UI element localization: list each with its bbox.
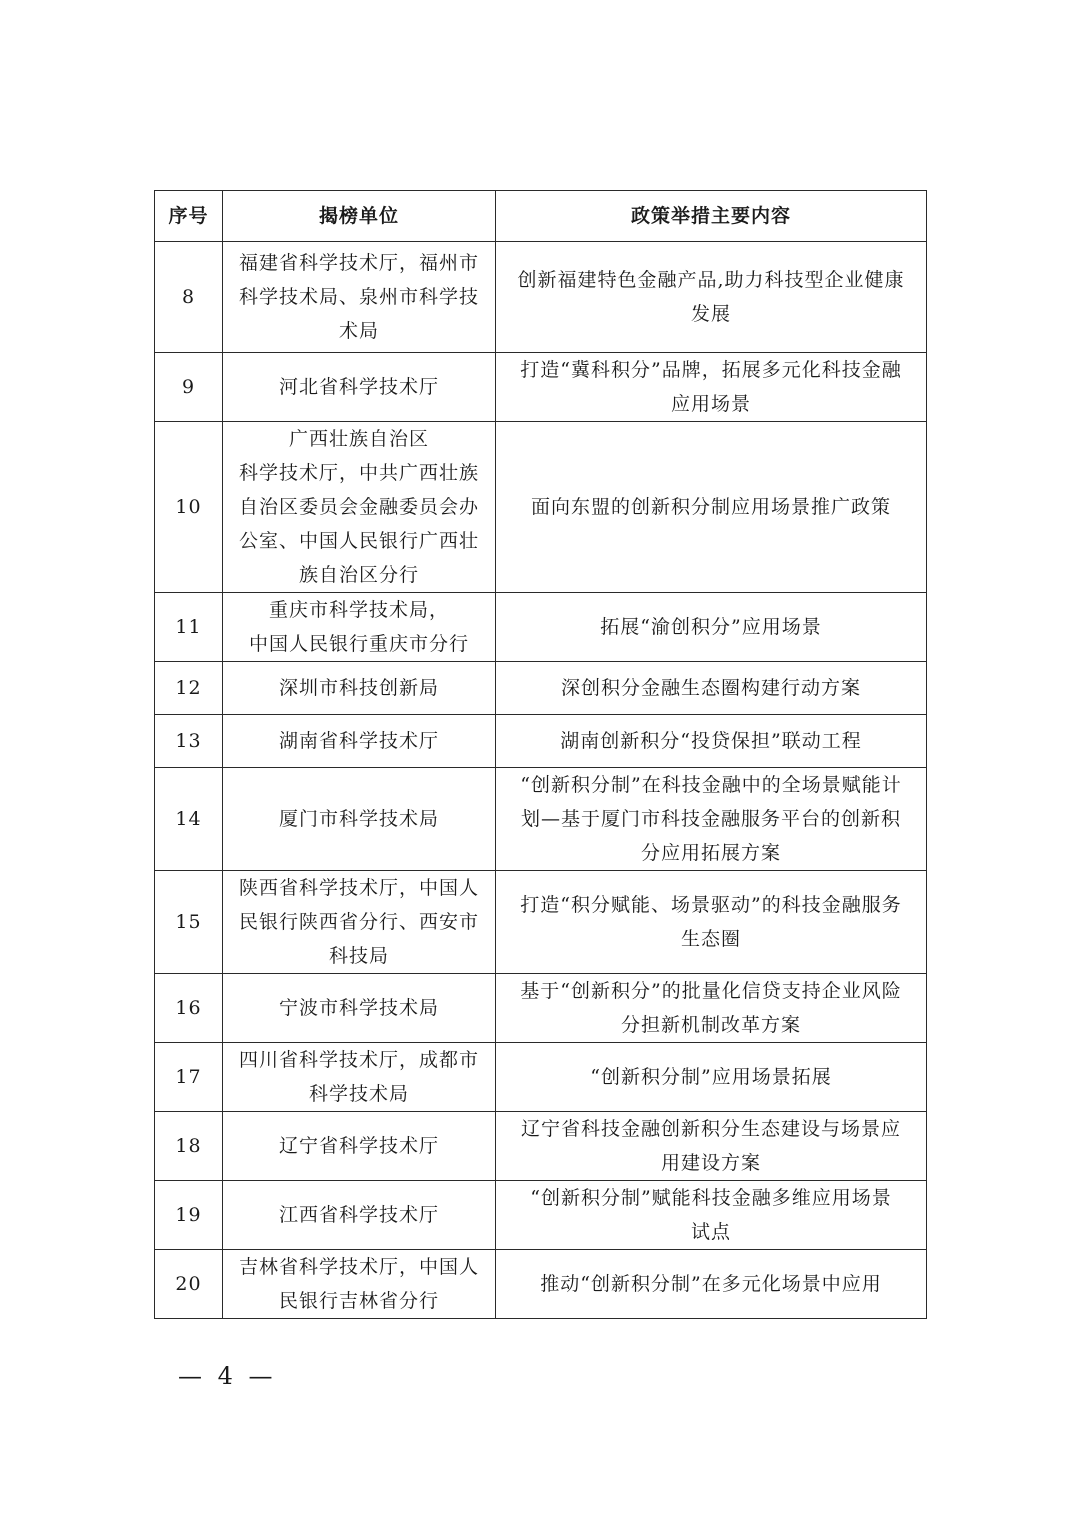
row-unit: 陕西省科学技术厅，中国人 民银行陕西省分行、西安市 科技局 <box>223 871 496 974</box>
row-number: 19 <box>155 1181 223 1250</box>
header-unit: 揭榜单位 <box>223 191 496 242</box>
row-content: 湖南创新积分“投贷保担”联动工程 <box>496 715 927 768</box>
table-row <box>155 1112 927 1181</box>
row-unit: 四川省科学技术厅，成都市 科学技术局 <box>223 1043 496 1112</box>
row-unit: 吉林省科学技术厅，中国人 民银行吉林省分行 <box>223 1250 496 1319</box>
row-content: 打造“冀科积分”品牌，拓展多元化科技金融 应用场景 <box>496 353 927 422</box>
row-number: 8 <box>155 242 223 353</box>
table-header-row <box>155 191 927 242</box>
row-content: “创新积分制”在科技金融中的全场景赋能计 划—基于厦门市科技金融服务平台的创新积 分应用拓展方案 <box>496 768 927 871</box>
row-unit: 福建省科学技术厅，福州市 科学技术局、泉州市科学技 术局 <box>223 242 496 353</box>
table-row <box>155 593 927 662</box>
row-unit: 宁波市科学技术局 <box>223 974 496 1043</box>
table-row <box>155 768 927 871</box>
table-row <box>155 242 927 353</box>
row-unit: 湖南省科学技术厅 <box>223 715 496 768</box>
header-serial-number: 序号 <box>155 191 223 242</box>
table-row <box>155 422 927 593</box>
row-unit: 江西省科学技术厅 <box>223 1181 496 1250</box>
table-row <box>155 974 927 1043</box>
row-unit: 重庆市科学技术局， 中国人民银行重庆市分行 <box>223 593 496 662</box>
row-content: “创新积分制”应用场景拓展 <box>496 1043 927 1112</box>
table-row <box>155 1181 927 1250</box>
row-number: 10 <box>155 422 223 593</box>
row-number: 9 <box>155 353 223 422</box>
row-number: 16 <box>155 974 223 1043</box>
row-unit: 厦门市科学技术局 <box>223 768 496 871</box>
row-content: 基于“创新积分”的批量化信贷支持企业风险 分担新机制改革方案 <box>496 974 927 1043</box>
row-content: 面向东盟的创新积分制应用场景推广政策 <box>496 422 927 593</box>
row-number: 11 <box>155 593 223 662</box>
row-content: 深创积分金融生态圈构建行动方案 <box>496 662 927 715</box>
row-number: 17 <box>155 1043 223 1112</box>
header-policy-content: 政策举措主要内容 <box>496 191 927 242</box>
row-content: 创新福建特色金融产品,助力科技型企业健康 发展 <box>496 242 927 353</box>
row-content: 推动“创新积分制”在多元化场景中应用 <box>496 1250 927 1319</box>
row-unit: 深圳市科技创新局 <box>223 662 496 715</box>
row-number: 13 <box>155 715 223 768</box>
table-row <box>155 871 927 974</box>
table-row <box>155 353 927 422</box>
row-number: 14 <box>155 768 223 871</box>
table-row <box>155 715 927 768</box>
row-content: 辽宁省科技金融创新积分生态建设与场景应 用建设方案 <box>496 1112 927 1181</box>
row-number: 15 <box>155 871 223 974</box>
table-row <box>155 1250 927 1319</box>
policy-table <box>154 190 927 1319</box>
row-content: 拓展“渝创积分”应用场景 <box>496 593 927 662</box>
table-row <box>155 1043 927 1112</box>
row-content: 打造“积分赋能、场景驱动”的科技金融服务 生态圈 <box>496 871 927 974</box>
row-unit: 广西壮族自治区 科学技术厅，中共广西壮族 自治区委员会金融委员会办 公室、中国人民银行广西壮 族自治区分行 <box>223 422 496 593</box>
row-unit: 河北省科学技术厅 <box>223 353 496 422</box>
row-number: 18 <box>155 1112 223 1181</box>
row-number: 12 <box>155 662 223 715</box>
row-unit: 辽宁省科学技术厅 <box>223 1112 496 1181</box>
page-number: — 4 — <box>178 1362 277 1390</box>
row-content: “创新积分制”赋能科技金融多维应用场景 试点 <box>496 1181 927 1250</box>
table-row <box>155 662 927 715</box>
row-number: 20 <box>155 1250 223 1319</box>
